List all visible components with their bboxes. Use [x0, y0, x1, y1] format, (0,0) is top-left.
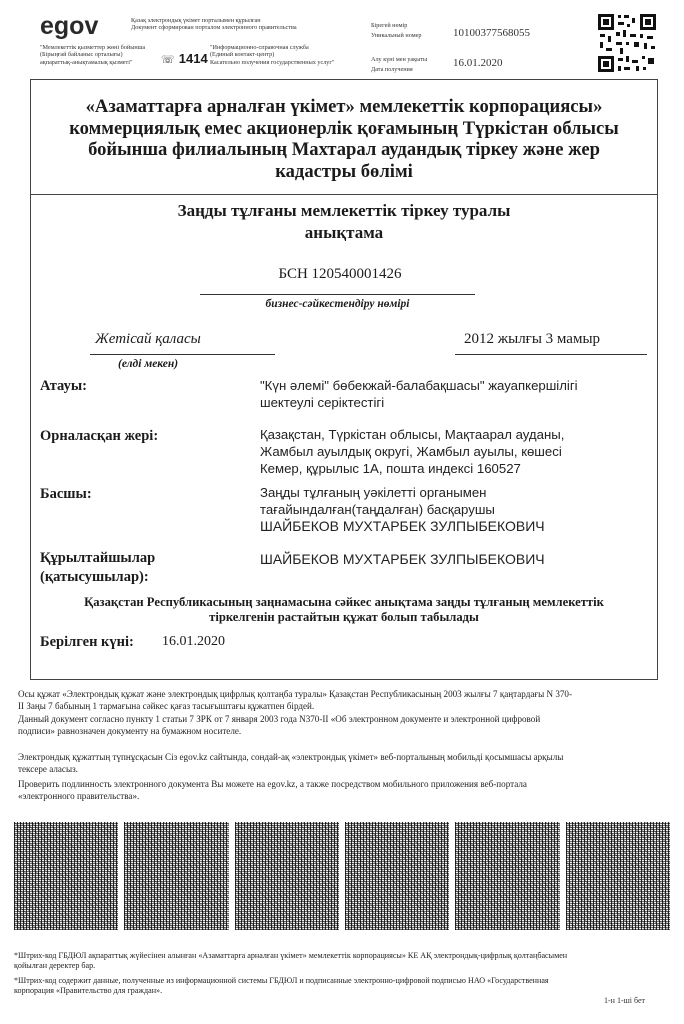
barcode-block: [14, 822, 118, 930]
organization-title: [34, 96, 654, 182]
info-line: (Единый контакт-центр): [210, 51, 275, 59]
value-line: Жамбыл ауылдық округі, Жамбыл ауылы, көшесі: [260, 444, 562, 459]
value-line: шектеулі серіктестігі: [260, 395, 385, 410]
value-line: тағайындалған(таңдалған) басқарушы: [260, 502, 495, 517]
footnote-line: *Штрих-код ГБДЮЛ ақпараттық жүйесінен алынған «Азаматтарға арналған үкімет» мемлекеттік корпорациясы» КЕ АҚ электрондық-цифрлық қолтаңбасымен: [14, 951, 568, 960]
field-value-location: [260, 426, 660, 477]
info-service-ru: [210, 44, 370, 66]
date-label-ru: Дата получения: [371, 66, 413, 73]
info-line: ақпараттық-анықтамалық қызметі": [40, 58, 133, 66]
info-line: Касательно получения государственных услуг": [210, 58, 335, 66]
verify-note-kz: [18, 752, 668, 775]
certificate-title: [34, 200, 654, 244]
info-service-kz: [40, 44, 160, 66]
footer-line: Данный документ согласно пункту 1 статьи 7 ЗРК от 7 января 2003 года N370-II «Об электронном документе и электронной цифровой: [18, 714, 541, 724]
egov-logo-text: egov: [40, 12, 99, 40]
title-line: Заңды тұлғаны мемлекеттік тіркеу туралы: [177, 201, 511, 220]
barcode-block: [566, 822, 670, 930]
field-value-name: [260, 377, 660, 411]
date-underline: [455, 354, 647, 355]
field-label-location: Орналасқан жері:: [40, 428, 159, 444]
bin-underline: [200, 294, 475, 295]
field-value-founders: ШАЙБЕКОВ МУХТАРБЕК ЗУЛПЫБЕКОВИЧ: [260, 551, 545, 567]
value-line: "Күн әлемі" бөбекжай-балабақшасы" жауапкершілігі: [260, 378, 578, 393]
issued-label: Берілген күні:: [40, 634, 134, 650]
portal-line-ru: Документ сформирован порталом электронного правительства: [131, 24, 297, 32]
city: Жетісай қаласы: [95, 331, 201, 347]
footnote-kz: [14, 951, 674, 971]
confirm-line: Қазақстан Республикасының заңнамасына сәйкес анықтама заңды тұлғаның мемлекеттік: [84, 595, 604, 609]
org-line: бойынша филиалының Махтарал аудандық тіркеу және жер: [88, 139, 600, 160]
phone-icon: ☏: [161, 53, 175, 66]
portal-caption: [131, 17, 361, 32]
value-line: Қазақстан, Түркістан облысы, Мақтаарал ауданы,: [260, 427, 565, 442]
bin-number: БСН 120540001426: [278, 266, 402, 282]
phone-number: 1414: [178, 51, 208, 66]
barcode-block: [455, 822, 559, 930]
phone-block: [161, 50, 208, 68]
info-line: "Мемлекеттік қызметтер жөні бойынша: [40, 44, 146, 51]
field-label-founders: Құрылтайшылар: [40, 550, 156, 566]
registration-date: 2012 жылғы 3 мамыр: [464, 331, 601, 347]
footer-line: «электронного правительства».: [18, 790, 140, 801]
qr-code-icon: [596, 12, 658, 74]
footer-line: Электрондық құжаттың түпнұсқасын Сіз egov.kz сайтында, сондай-ақ «электрондық үкімет» веб-порталының мобильді қосымшасы арқылы: [18, 752, 564, 762]
org-line: «Азаматтарға арналған үкімет» мемлекеттік корпорациясы»: [85, 96, 603, 117]
footer-line: подписи» равнозначен документу на бумажном носителе.: [18, 725, 242, 736]
uid-label-ru: Уникальный номер: [371, 32, 422, 39]
barcode-block: [345, 822, 449, 930]
issued-date: 16.01.2020: [162, 634, 225, 649]
barcode-block: [124, 822, 228, 930]
footer-line: Проверить подлинность электронного документа Вы можете на egov.kz, а также посредством мобильного приложения веб-портала: [18, 779, 527, 789]
city-caption: (елді мекен): [118, 358, 179, 370]
law-note-ru: [18, 714, 668, 737]
bin-caption: бизнес-сәйкестендіру нөмірі: [265, 298, 410, 310]
value-line: Кемер, құрылыс 1А, пошта индексі 160527: [260, 461, 521, 476]
field-label-head: Басшы:: [40, 486, 92, 502]
portal-line-kz: Қазақ электрондық үкімет порталымен құрылған: [131, 17, 261, 24]
field-label-founders-sub: (қатысушылар):: [40, 569, 149, 585]
law-note-kz: [18, 689, 668, 712]
date-label-kz: Алу күні мен уақыты: [371, 56, 428, 63]
frame-divider: [30, 194, 658, 195]
footer-line: Осы құжат «Электрондық құжат және электрондық цифрлық қолтаңба туралы» Қазақстан Республикасының 2003 жылғы 7 қаңтардағы N 370-: [18, 689, 573, 699]
footnote-ru: [14, 976, 674, 996]
unique-number: 10100377568055: [453, 27, 530, 39]
value-line: ШАЙБЕКОВ МУХТАРБЕК ЗУЛПЫБЕКОВИЧ: [260, 518, 545, 534]
field-label-name: Атауы:: [40, 378, 87, 394]
info-line: (Бірыңғай байланыс орталығы): [40, 51, 123, 59]
page-number: 1-н 1-ші бет: [604, 996, 646, 1005]
footer-line: тексере аласыз.: [18, 763, 78, 774]
confirm-line: тіркелгенін растайтын құжат болып табылады: [209, 610, 479, 624]
city-underline: [90, 354, 275, 355]
footnote-line: *Штрих-код содержит данные, полученные из информационной системы ГБДЮЛ и подписанные электронно-цифровой подписью НАО «Государственная: [14, 976, 549, 985]
barcode-block: [235, 822, 339, 930]
org-line: коммерциялық емес акционерлік қоғамының Түркістан облысы: [69, 117, 619, 139]
title-line: анықтама: [304, 223, 384, 242]
footer-line: II Заңы 7 бабының 1 тармағына сәйкес қағаз тасығыштағы құжатпен бірдей.: [18, 700, 315, 711]
confirmation-text: [34, 595, 654, 625]
field-value-head: [260, 484, 660, 535]
value-line: Заңды тұлғаның уәкілетті органымен: [260, 485, 487, 500]
info-line: "Информационно-справочная служба: [210, 44, 309, 51]
barcode-strip: [14, 822, 670, 930]
receipt-date: 16.01.2020: [453, 57, 503, 69]
org-line: кадастры бөлімі: [275, 160, 413, 182]
footnote-line: корпорация «Правительство для граждан».: [14, 986, 163, 995]
egov-logo: [40, 12, 122, 40]
uid-label-kz: Бірегей нөмір: [371, 22, 408, 29]
verify-note-ru: [18, 779, 668, 802]
footnote-line: қойылған деректер бар.: [14, 961, 96, 970]
